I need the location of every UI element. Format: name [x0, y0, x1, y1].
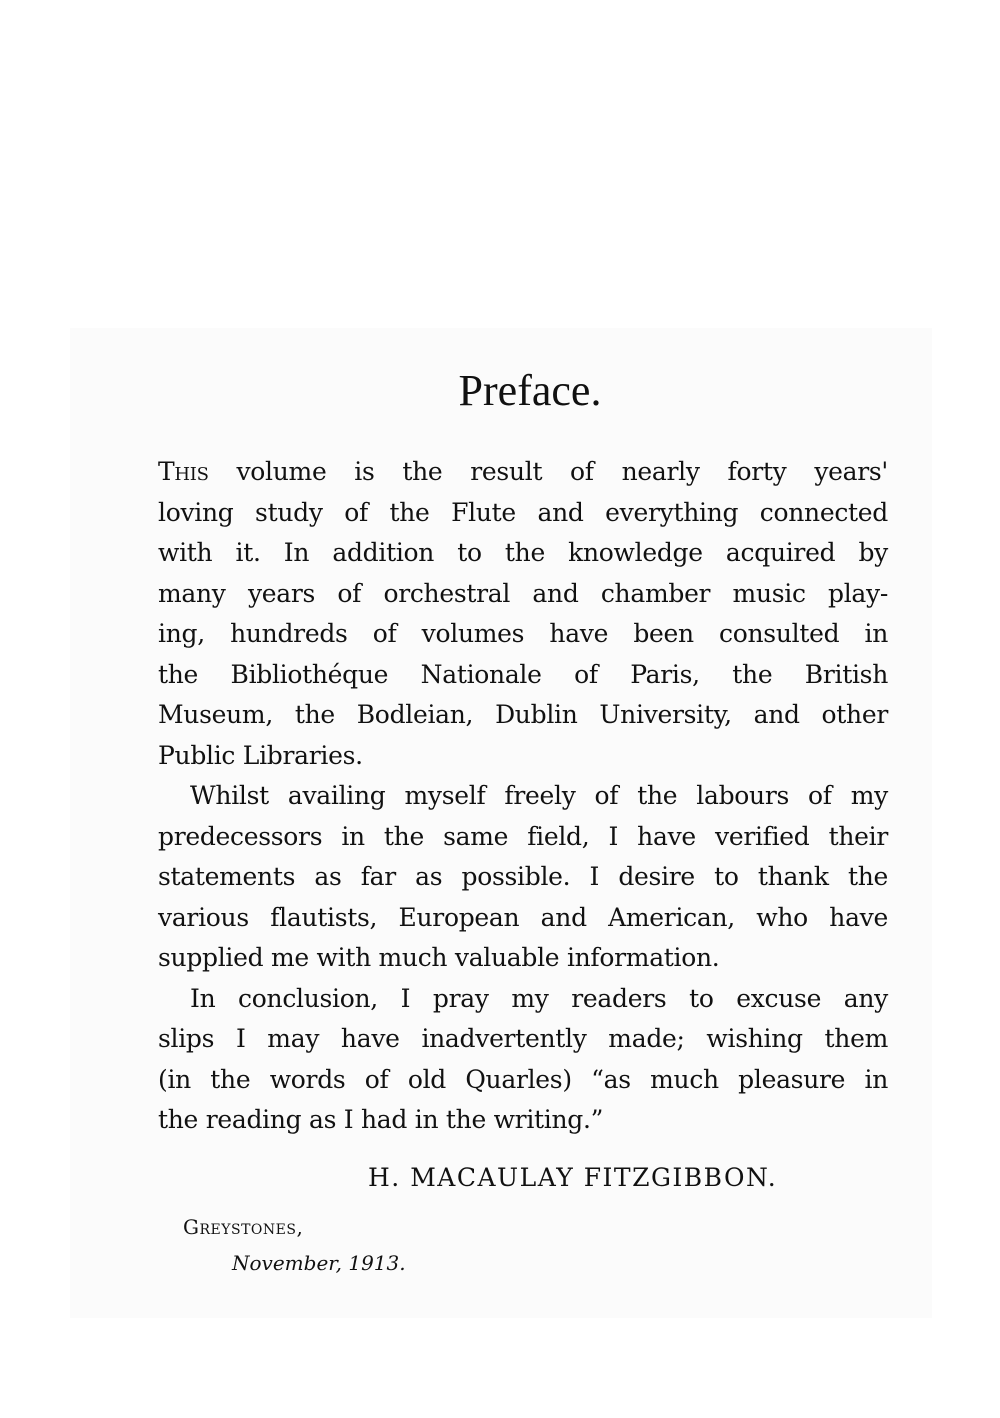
text-line: In conclusion, I pray my readers to excuse any [190, 983, 888, 1013]
text-line: slips I may have inadvertently made; wishing them [158, 1024, 888, 1053]
page-title: Preface. [458, 366, 602, 415]
text-line: Museum, the Bodleian, Dublin University, and other [158, 700, 888, 729]
text-line: ing, hundreds of volumes have been consulted in [158, 619, 888, 648]
text-line: many years of orchestral and chamber music play- [158, 578, 888, 608]
text-line: Public Libraries. [158, 740, 363, 770]
text-line: the Bibliothéque Nationale of Paris, the British [158, 659, 888, 689]
place-line: Greystones, [183, 1215, 304, 1239]
paragraph [158, 979, 888, 1141]
text-line: various flautists, European and American, who have [158, 902, 888, 932]
lead-word: This [158, 457, 209, 486]
text-line: Whilst availing myself freely of the labours of my [190, 781, 888, 810]
text-line: supplied me with much valuable information. [158, 943, 720, 972]
paragraph [158, 452, 888, 776]
text-line: (in the words of old Quarles) “as much pleasure in [158, 1064, 888, 1094]
text-line: statements as far as possible. I desire to thank the [158, 862, 888, 891]
date-line: November, 1913. [232, 1251, 406, 1275]
text-line: loving study of the Flute and everything connected [158, 497, 888, 527]
text-line [158, 452, 888, 493]
author-signature: H. MACAULAY FITZGIBBON. [368, 1163, 778, 1192]
paragraph [158, 776, 888, 979]
preface-body [158, 452, 888, 1141]
text-line: the reading as I had in the writing.” [158, 1105, 604, 1134]
text-line: predecessors in the same field, I have verified their [158, 821, 888, 851]
line-text: volume is the result of nearly forty years' [208, 457, 888, 486]
text-line: with it. In addition to the knowledge acquired by [158, 538, 888, 567]
